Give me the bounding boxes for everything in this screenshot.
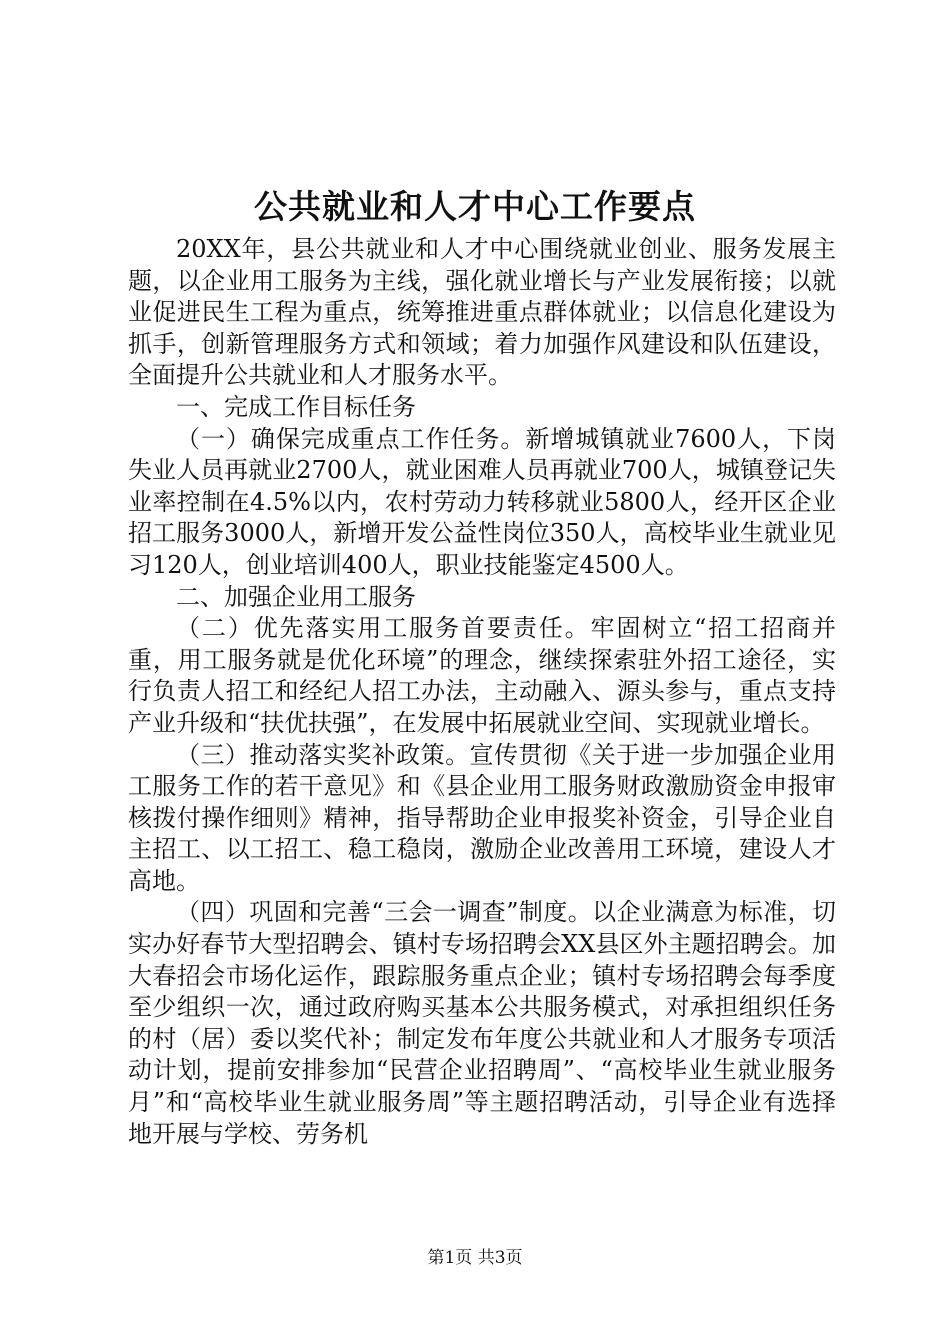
paragraph-item-2: （二）优先落实用工服务首要责任。牢固树立“招工招商并重，用工服务就是优化环境”的理念，继续探索驻外招工途径，实行负责人招工和经纪人招工办法，主动融入、源头参与，重点支持产业升级和“扶优扶强”，在发展中拓展就业空间、实现就业增长。 [128,614,836,737]
paragraph-item-1: （一）确保完成重点工作任务。新增城镇就业7600人，下岗失业人员再就业2700人，就业困难人员再就业700人，城镇登记失业率控制在4.5%以内，农村劳动力转移就业5800人，经开区企业招工服务3000人，新增开发公益性岗位350人，高校毕业生就业见习120人，创业培训400人，职业技能鉴定4500人。 [128,424,836,579]
paragraph-item-4: （四）巩固和完善“三会一调查”制度。以企业满意为标准，切实办好春节大型招聘会、镇村专场招聘会XX县区外主题招聘会。加大春招会市场化运作，跟踪服务重点企业；镇村专场招聘会每季度至少组织一次，通过政府购买基本公共服务模式，对承担组织任务的村（居）委以奖代补；制定发布年度公共就业和人才服务专项活动计划，提前安排参加“民营企业招聘周”、“高校毕业生就业服务月”和“高校毕业生就业服务周”等主题招聘活动，引导企业有选择地开展与学校、劳务机 [128,898,836,1148]
section-heading-2: 二、加强企业用工服务 [176,582,416,611]
page-number-footer: 第1页 共3页 [427,1248,523,1268]
document-title: 公共就业和人才中心工作要点 [254,187,696,226]
section-heading-1: 一、完成工作目标任务 [176,392,416,421]
document-body [128,234,836,1150]
paragraph-item-3: （三）推动落实奖补政策。宣传贯彻《关于进一步加强企业用工服务工作的若干意见》和《县企业用工服务财政激励资金申报审核拨付操作细则》精神，指导帮助企业申报奖补资金，引导企业自主招工、以工招工、稳工稳岗，激励企业改善用工环境，建设人才高地。 [128,740,836,895]
intro-paragraph: 20XX年，县公共就业和人才中心围绕就业创业、服务发展主题，以企业用工服务为主线，强化就业增长与产业发展衔接；以就业促进民生工程为重点，统筹推进重点群体就业；以信息化建设为抓手，创新管理服务方式和领域；着力加强作风建设和队伍建设，全面提升公共就业和人才服务水平。 [128,235,836,390]
